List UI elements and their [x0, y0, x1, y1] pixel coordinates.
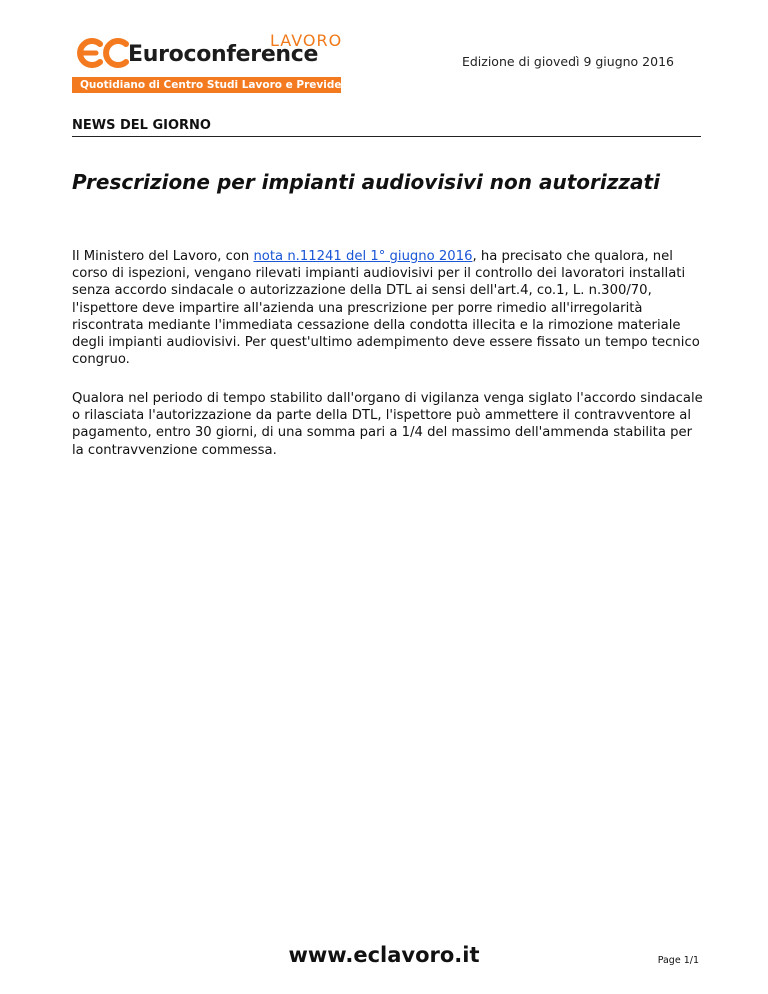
article-paragraph-1 [72, 248, 704, 368]
paragraph-text: Il Ministero del Lavoro, con [72, 249, 254, 264]
brand-name: Euroconference [128, 42, 319, 67]
brand-tagline: Quotidiano di Centro Studi Lavoro e Previdenza [72, 77, 341, 93]
paragraph-text: , ha precisato che qualora, nel corso di ispezioni, vengano rilevati impianti audiovisivi per il controllo dei lavoratori installati senza accordo sindacale o autorizzazione della DTL ai sensi dell'art.4, co.1, L. n.300/70, l'ispettore deve impartire all'azienda una prescrizione per porre rimedio all'irregolarità riscontrata mediante l'immediata cessazione della condotta illecita e la rimozione materiale degli impianti audiovisivi. Per quest'ultimo adempimento deve essere fissato un tempo tecnico congruo. [72, 249, 700, 368]
edition-date: Edizione di giovedì 9 giugno 2016 [461, 54, 674, 69]
nota-link[interactable]: nota n.11241 del 1° giugno 2016 [253, 249, 473, 264]
article-paragraph-2: Qualora nel periodo di tempo stabilito dall'organo di vigilanza venga siglato l'accordo sindacale o rilasciata l'autorizzazione da parte della DTL, l'ispettore può ammettere il contravventore al pagamento, entro 30 giorni, di una somma pari a 1/4 del massimo dell'ammenda stabilita per la contravvenzione commessa. [72, 391, 703, 458]
ec-logo-icon [74, 34, 130, 70]
footer-website: www.eclavoro.it [288, 943, 480, 967]
article-title: Prescrizione per impianti audiovisivi non autorizzati [72, 170, 660, 194]
section-heading: NEWS DEL GIORNO [72, 118, 701, 137]
page-number: Page 1/1 [657, 955, 699, 966]
brand-sub: LAVORO [270, 31, 343, 50]
